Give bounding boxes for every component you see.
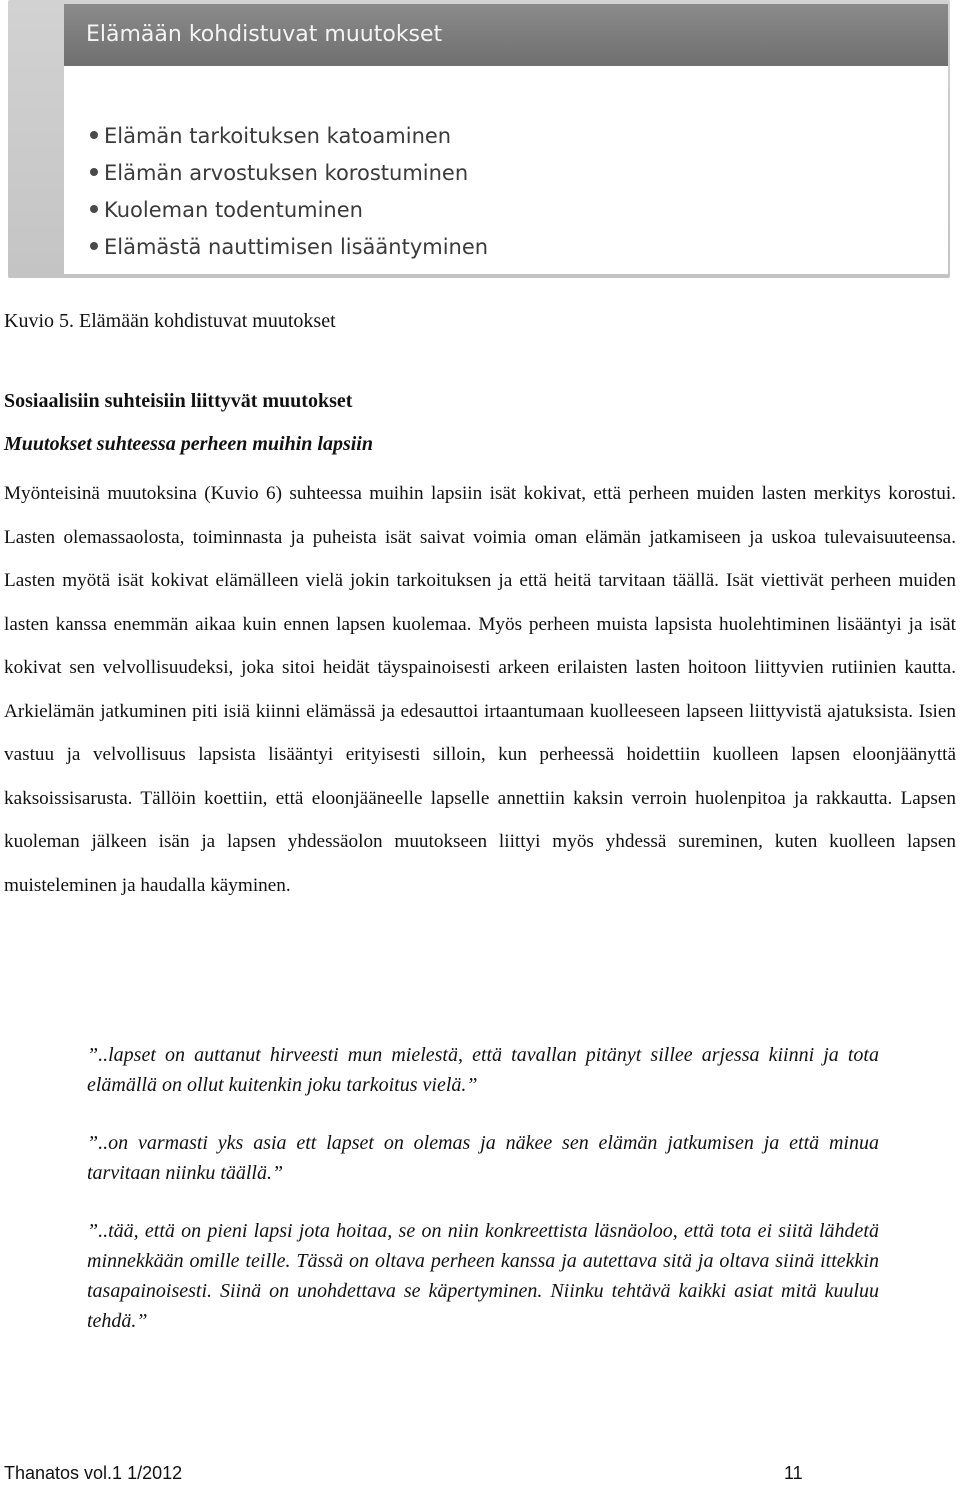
quote-block — [87, 1040, 879, 1364]
bullet-icon — [90, 205, 98, 213]
figure-caption: Kuvio 5. Elämään kohdistuvat muutokset — [4, 310, 336, 332]
figure-title: Elämään kohdistuvat muutokset — [64, 4, 948, 66]
footer-journal: Thanatos vol.1 1/2012 — [4, 1463, 183, 1483]
body-paragraph: Myönteisinä muutoksina (Kuvio 6) suhteessa muihin lapsiin isät kokivat, että perheen muiden lasten merkitys korostui. Lasten olemassaolosta, toiminnasta ja puheista isät saivat voimia oman elämän jatkamiseen ja uskoa tulevaisuuteensa. Lasten myötä isät kokivat elämälleen vielä jokin tarkoituksen ja että heitä tarvitaan täällä. Isät viettivät perheen muiden lasten kanssa enemmän aikaa kuin ennen lapsen kuolemaa. Myös perheen muista lapsista huolehtiminen lisääntyi ja isät kokivat sen velvollisuudeksi, joka sitoi heidät täyspainoisesti arkeen erilaisten lasten hoitoon liittyvien rutiinien kautta. Arkielämän jatkuminen piti isiä kiinni elämässä ja edesauttoi irtaantumaan kuolleeseen lapseen liittyvistä ajatuksista. Isien vastuu ja velvollisuus lapsista lisääntyi erityisesti silloin, kun perheessä hoidettiin kuolleen lapsen eloonjäänyttä kaksoissisarusta. Tällöin koettiin, että eloonjääneelle lapselle annettiin kaksin verroin huolenpitoa ja rakkautta. Lapsen kuoleman jälkeen isän ja lapsen yhdessäolon muutokseen liittyi myös yhdessä sureminen, kuten kuolleen lapsen muisteleminen ja haudalla käyminen. — [4, 483, 956, 896]
figure-list-item: Elämän arvostuksen korostuminen — [90, 155, 488, 192]
figure-box — [8, 0, 950, 278]
section-heading: Sosiaalisiin suhteisiin liittyvät muutokset — [4, 390, 353, 412]
bullet-icon — [90, 168, 98, 176]
figure-body — [64, 66, 948, 274]
figure-list — [90, 118, 488, 266]
footer-page-number: 11 — [784, 1463, 803, 1483]
bullet-icon — [90, 131, 98, 139]
subsection-heading: Muutokset suhteessa perheen muihin lapsiin — [4, 433, 373, 455]
quote: ”..tää, että on pieni lapsi jota hoitaa, se on niin konkreettista läsnäoloo, että tota ei siitä lähdetä minnekkään omille teille. Tässä on oltava perheen kanssa ja autettava sitä ja oltava siinä ittekkin tasapainoisesti. Siinä on unohdettava se käpertyminen. Niinku tehtävä kaikki asiat mitä kuuluu tehdä.” — [87, 1220, 879, 1332]
quote: ”..lapset on auttanut hirveesti mun mielestä, että tavallan pitänyt sillee arjessa kiinni ja tota elämällä on ollut kuitenkin joku tarkoitus vielä.” — [87, 1044, 879, 1096]
bullet-icon — [90, 242, 98, 250]
figure-content — [64, 4, 948, 274]
figure-list-item: Kuoleman todentuminen — [90, 192, 488, 229]
figure-list-item: Elämästä nauttimisen lisääntyminen — [90, 229, 488, 266]
figure-list-item: Elämän tarkoituksen katoaminen — [90, 118, 488, 155]
quote: ”..on varmasti yks asia ett lapset on olemas ja näkee sen elämän jatkumisen ja että minua tarvitaan niinku täällä.” — [87, 1132, 879, 1184]
